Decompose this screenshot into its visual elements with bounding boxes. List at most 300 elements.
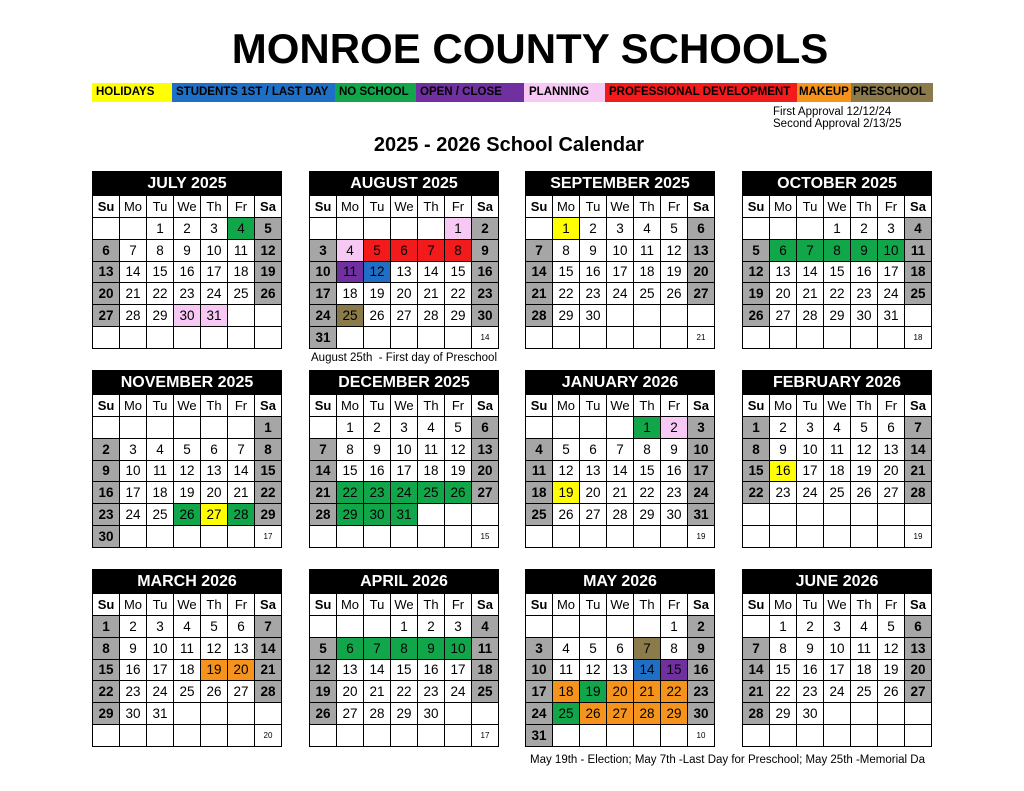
empty-cell (553, 327, 580, 349)
day-cell: 26 (580, 703, 607, 725)
weekday-header: Sa (472, 196, 499, 218)
day-cell: 15 (337, 461, 364, 483)
day-cell: 31 (688, 504, 715, 526)
month-calendar (309, 569, 499, 747)
day-cell: 31 (201, 305, 228, 327)
day-cell: 30 (472, 305, 499, 327)
weekday-header: Mo (770, 594, 797, 616)
weekday-header: Sa (688, 594, 715, 616)
day-cell: 13 (337, 660, 364, 682)
weekday-header: Mo (120, 594, 147, 616)
day-cell: 17 (526, 681, 553, 703)
empty-cell (174, 526, 201, 548)
day-cell: 11 (337, 262, 364, 284)
empty-cell (391, 218, 418, 240)
day-cell: 23 (688, 681, 715, 703)
day-cell: 11 (418, 439, 445, 461)
day-cell: 5 (878, 616, 905, 638)
month-title: JULY 2025 (92, 171, 282, 196)
empty-cell (120, 526, 147, 548)
first-approval-date: First Approval 12/12/24 (773, 106, 892, 118)
weekday-header: Fr (661, 594, 688, 616)
weekday-header: Mo (770, 395, 797, 417)
empty-cell (661, 526, 688, 548)
empty-cell (580, 725, 607, 747)
day-cell: 14 (634, 660, 661, 682)
day-cell: 22 (661, 681, 688, 703)
student-day-count: 19 (688, 526, 715, 548)
day-cell: 10 (797, 439, 824, 461)
day-cell: 26 (851, 482, 878, 504)
empty-cell (174, 725, 201, 747)
day-cell: 3 (526, 638, 553, 660)
day-cell: 29 (553, 305, 580, 327)
month-grid (92, 196, 282, 349)
empty-cell (120, 725, 147, 747)
weekday-header: Tu (580, 196, 607, 218)
month-title: APRIL 2026 (309, 569, 499, 594)
day-cell: 26 (878, 681, 905, 703)
empty-cell (607, 616, 634, 638)
day-cell: 27 (607, 703, 634, 725)
day-cell: 27 (472, 482, 499, 504)
day-cell: 22 (634, 482, 661, 504)
day-cell: 23 (418, 681, 445, 703)
day-cell: 24 (878, 283, 905, 305)
weekday-header: We (607, 395, 634, 417)
day-cell: 28 (743, 703, 770, 725)
day-cell: 9 (770, 439, 797, 461)
empty-cell (553, 526, 580, 548)
day-cell: 12 (364, 262, 391, 284)
day-cell: 20 (688, 262, 715, 284)
empty-cell (418, 725, 445, 747)
empty-cell (688, 305, 715, 327)
day-cell: 16 (770, 461, 797, 483)
empty-cell (770, 327, 797, 349)
empty-cell (391, 526, 418, 548)
day-cell: 7 (743, 638, 770, 660)
empty-cell (364, 218, 391, 240)
day-cell: 31 (526, 725, 553, 747)
empty-cell (201, 703, 228, 725)
student-day-count: 15 (472, 526, 499, 548)
day-cell: 26 (445, 482, 472, 504)
empty-cell (93, 417, 120, 439)
empty-cell (310, 725, 337, 747)
empty-cell (851, 504, 878, 526)
empty-cell (607, 526, 634, 548)
empty-cell (201, 417, 228, 439)
day-cell: 22 (147, 283, 174, 305)
day-cell: 18 (824, 461, 851, 483)
day-cell: 14 (797, 262, 824, 284)
day-cell: 1 (337, 417, 364, 439)
empty-cell (418, 504, 445, 526)
day-cell: 5 (255, 218, 282, 240)
day-cell: 23 (851, 283, 878, 305)
day-cell: 12 (661, 240, 688, 262)
day-cell: 3 (147, 616, 174, 638)
month-title: MARCH 2026 (92, 569, 282, 594)
empty-cell (337, 218, 364, 240)
day-cell: 21 (905, 461, 932, 483)
day-cell: 9 (797, 638, 824, 660)
empty-cell (851, 526, 878, 548)
day-cell: 14 (310, 461, 337, 483)
empty-cell (445, 725, 472, 747)
day-cell: 14 (228, 461, 255, 483)
empty-cell (93, 725, 120, 747)
month-title: AUGUST 2025 (309, 171, 499, 196)
weekday-header: Mo (553, 196, 580, 218)
weekday-header: Mo (337, 196, 364, 218)
month-grid (525, 395, 715, 548)
day-cell: 13 (472, 439, 499, 461)
day-cell: 4 (337, 240, 364, 262)
day-cell: 29 (93, 703, 120, 725)
empty-cell (553, 725, 580, 747)
weekday-header: Fr (445, 395, 472, 417)
day-cell: 27 (905, 681, 932, 703)
empty-cell (337, 526, 364, 548)
month-title: JANUARY 2026 (525, 370, 715, 395)
day-cell: 2 (364, 417, 391, 439)
day-cell: 11 (851, 638, 878, 660)
day-cell: 29 (337, 504, 364, 526)
empty-cell (526, 616, 553, 638)
weekday-header: Tu (364, 196, 391, 218)
empty-cell (418, 218, 445, 240)
day-cell: 26 (553, 504, 580, 526)
day-cell: 24 (120, 504, 147, 526)
empty-cell (797, 504, 824, 526)
weekday-header: Sa (905, 196, 932, 218)
day-cell: 20 (472, 461, 499, 483)
day-cell: 11 (147, 461, 174, 483)
day-cell: 31 (310, 327, 337, 349)
day-cell: 22 (770, 681, 797, 703)
day-cell: 1 (634, 417, 661, 439)
month-title: SEPTEMBER 2025 (525, 171, 715, 196)
day-cell: 17 (391, 461, 418, 483)
day-cell: 1 (147, 218, 174, 240)
day-cell: 16 (580, 262, 607, 284)
weekday-header: We (174, 395, 201, 417)
day-cell: 29 (770, 703, 797, 725)
day-cell: 23 (364, 482, 391, 504)
weekday-header: Sa (255, 196, 282, 218)
weekday-header: Fr (661, 196, 688, 218)
day-cell: 2 (851, 218, 878, 240)
day-cell: 7 (310, 439, 337, 461)
day-cell: 4 (147, 439, 174, 461)
day-cell: 26 (364, 305, 391, 327)
day-cell: 23 (93, 504, 120, 526)
day-cell: 27 (391, 305, 418, 327)
month-calendar (742, 370, 932, 548)
day-cell: 4 (418, 417, 445, 439)
day-cell: 30 (418, 703, 445, 725)
day-cell: 19 (174, 482, 201, 504)
weekday-header: Tu (797, 395, 824, 417)
empty-cell (93, 327, 120, 349)
day-cell: 27 (337, 703, 364, 725)
student-day-count: 20 (255, 725, 282, 747)
empty-cell (255, 327, 282, 349)
day-cell: 20 (391, 283, 418, 305)
day-cell: 29 (391, 703, 418, 725)
weekday-header: Mo (553, 395, 580, 417)
day-cell: 21 (364, 681, 391, 703)
month-calendar (525, 370, 715, 548)
day-cell: 10 (310, 262, 337, 284)
empty-cell (580, 526, 607, 548)
weekday-header: Su (310, 395, 337, 417)
day-cell: 20 (770, 283, 797, 305)
day-cell: 20 (607, 681, 634, 703)
empty-cell (797, 327, 824, 349)
day-cell: 13 (201, 461, 228, 483)
day-cell: 18 (526, 482, 553, 504)
day-cell: 19 (553, 482, 580, 504)
day-cell: 2 (472, 218, 499, 240)
weekday-header: Su (743, 395, 770, 417)
day-cell: 31 (147, 703, 174, 725)
day-cell: 25 (634, 283, 661, 305)
empty-cell (391, 327, 418, 349)
day-cell: 24 (797, 482, 824, 504)
day-cell: 7 (255, 616, 282, 638)
day-cell: 5 (310, 638, 337, 660)
empty-cell (445, 703, 472, 725)
day-cell: 22 (743, 482, 770, 504)
day-cell: 27 (878, 482, 905, 504)
weekday-header: Fr (228, 395, 255, 417)
empty-cell (337, 725, 364, 747)
day-cell: 17 (147, 660, 174, 682)
day-cell: 27 (228, 681, 255, 703)
day-cell: 15 (445, 262, 472, 284)
weekday-header: Tu (580, 395, 607, 417)
empty-cell (472, 703, 499, 725)
day-cell: 26 (661, 283, 688, 305)
day-cell: 4 (824, 417, 851, 439)
day-cell: 6 (228, 616, 255, 638)
day-cell: 13 (228, 638, 255, 660)
empty-cell (661, 327, 688, 349)
day-cell: 2 (580, 218, 607, 240)
day-cell: 18 (472, 660, 499, 682)
weekday-header: Fr (661, 395, 688, 417)
day-cell: 28 (364, 703, 391, 725)
page-title: MONROE COUNTY SCHOOLS (231, 25, 829, 72)
day-cell: 18 (337, 283, 364, 305)
day-cell: 16 (364, 461, 391, 483)
day-cell: 15 (255, 461, 282, 483)
month-calendar (92, 569, 282, 747)
day-cell: 21 (310, 482, 337, 504)
day-cell: 5 (174, 439, 201, 461)
day-cell: 21 (120, 283, 147, 305)
day-cell: 3 (878, 218, 905, 240)
empty-cell (445, 504, 472, 526)
day-cell: 4 (228, 218, 255, 240)
empty-cell (607, 725, 634, 747)
day-cell: 26 (310, 703, 337, 725)
weekday-header: Th (634, 196, 661, 218)
day-cell: 3 (120, 439, 147, 461)
day-cell: 25 (851, 681, 878, 703)
empty-cell (878, 703, 905, 725)
day-cell: 13 (878, 439, 905, 461)
day-cell: 6 (93, 240, 120, 262)
day-cell: 7 (797, 240, 824, 262)
legend-professional-development: PROFESSIONAL DEVELOPMENT (605, 83, 797, 102)
empty-cell (743, 504, 770, 526)
day-cell: 19 (364, 283, 391, 305)
empty-cell (310, 526, 337, 548)
empty-cell (526, 526, 553, 548)
weekday-header: Sa (688, 395, 715, 417)
day-cell: 15 (743, 461, 770, 483)
day-cell: 7 (364, 638, 391, 660)
day-cell: 16 (661, 461, 688, 483)
day-cell: 9 (120, 638, 147, 660)
day-cell: 11 (634, 240, 661, 262)
day-cell: 17 (310, 283, 337, 305)
student-day-count: 21 (688, 327, 715, 349)
month-calendar (525, 569, 715, 747)
day-cell: 26 (255, 283, 282, 305)
student-day-count: 14 (472, 327, 499, 349)
day-cell: 30 (580, 305, 607, 327)
day-cell: 12 (580, 660, 607, 682)
day-cell: 19 (580, 681, 607, 703)
empty-cell (743, 327, 770, 349)
month-title: DECEMBER 2025 (309, 370, 499, 395)
month-grid (742, 594, 932, 747)
student-day-count: 10 (688, 725, 715, 747)
day-cell: 23 (661, 482, 688, 504)
weekday-header: Tu (147, 196, 174, 218)
empty-cell (824, 327, 851, 349)
empty-cell (418, 526, 445, 548)
day-cell: 7 (228, 439, 255, 461)
empty-cell (905, 725, 932, 747)
empty-cell (147, 526, 174, 548)
day-cell: 18 (228, 262, 255, 284)
day-cell: 18 (851, 660, 878, 682)
day-cell: 5 (364, 240, 391, 262)
day-cell: 8 (743, 439, 770, 461)
day-cell: 15 (93, 660, 120, 682)
day-cell: 21 (743, 681, 770, 703)
empty-cell (93, 218, 120, 240)
day-cell: 12 (851, 439, 878, 461)
day-cell: 9 (580, 240, 607, 262)
day-cell: 28 (120, 305, 147, 327)
empty-cell (418, 327, 445, 349)
day-cell: 25 (526, 504, 553, 526)
day-cell: 29 (824, 305, 851, 327)
weekday-header: Fr (228, 594, 255, 616)
month-title: OCTOBER 2025 (742, 171, 932, 196)
day-cell: 30 (851, 305, 878, 327)
day-cell: 13 (607, 660, 634, 682)
day-cell: 17 (607, 262, 634, 284)
day-cell: 5 (661, 218, 688, 240)
day-cell: 20 (337, 681, 364, 703)
day-cell: 4 (472, 616, 499, 638)
day-cell: 10 (526, 660, 553, 682)
empty-cell (445, 327, 472, 349)
day-cell: 24 (391, 482, 418, 504)
day-cell: 6 (878, 417, 905, 439)
day-cell: 4 (905, 218, 932, 240)
day-cell: 15 (391, 660, 418, 682)
day-cell: 14 (364, 660, 391, 682)
day-cell: 10 (201, 240, 228, 262)
day-cell: 29 (255, 504, 282, 526)
student-day-count: 19 (905, 526, 932, 548)
day-cell: 12 (743, 262, 770, 284)
day-cell: 30 (797, 703, 824, 725)
day-cell: 29 (445, 305, 472, 327)
empty-cell (310, 616, 337, 638)
student-day-count: 17 (255, 526, 282, 548)
day-cell: 9 (851, 240, 878, 262)
day-cell: 12 (255, 240, 282, 262)
day-cell: 1 (93, 616, 120, 638)
day-cell: 13 (93, 262, 120, 284)
day-cell: 30 (364, 504, 391, 526)
empty-cell (255, 305, 282, 327)
day-cell: 27 (770, 305, 797, 327)
day-cell: 30 (688, 703, 715, 725)
empty-cell (310, 218, 337, 240)
day-cell: 8 (634, 439, 661, 461)
day-cell: 26 (743, 305, 770, 327)
day-cell: 2 (174, 218, 201, 240)
empty-cell (634, 526, 661, 548)
empty-cell (364, 327, 391, 349)
day-cell: 22 (255, 482, 282, 504)
empty-cell (770, 504, 797, 526)
weekday-header: Th (851, 594, 878, 616)
day-cell: 14 (120, 262, 147, 284)
day-cell: 25 (553, 703, 580, 725)
empty-cell (147, 327, 174, 349)
day-cell: 14 (418, 262, 445, 284)
day-cell: 6 (472, 417, 499, 439)
month-grid (309, 594, 499, 747)
day-cell: 17 (445, 660, 472, 682)
weekday-header: Sa (905, 395, 932, 417)
day-cell: 24 (310, 305, 337, 327)
empty-cell (905, 504, 932, 526)
day-cell: 4 (553, 638, 580, 660)
empty-cell (634, 616, 661, 638)
weekday-header: We (391, 196, 418, 218)
empty-cell (770, 725, 797, 747)
weekday-header: Sa (472, 395, 499, 417)
day-cell: 2 (770, 417, 797, 439)
day-cell: 8 (553, 240, 580, 262)
day-cell: 3 (391, 417, 418, 439)
day-cell: 23 (120, 681, 147, 703)
day-cell: 3 (445, 616, 472, 638)
